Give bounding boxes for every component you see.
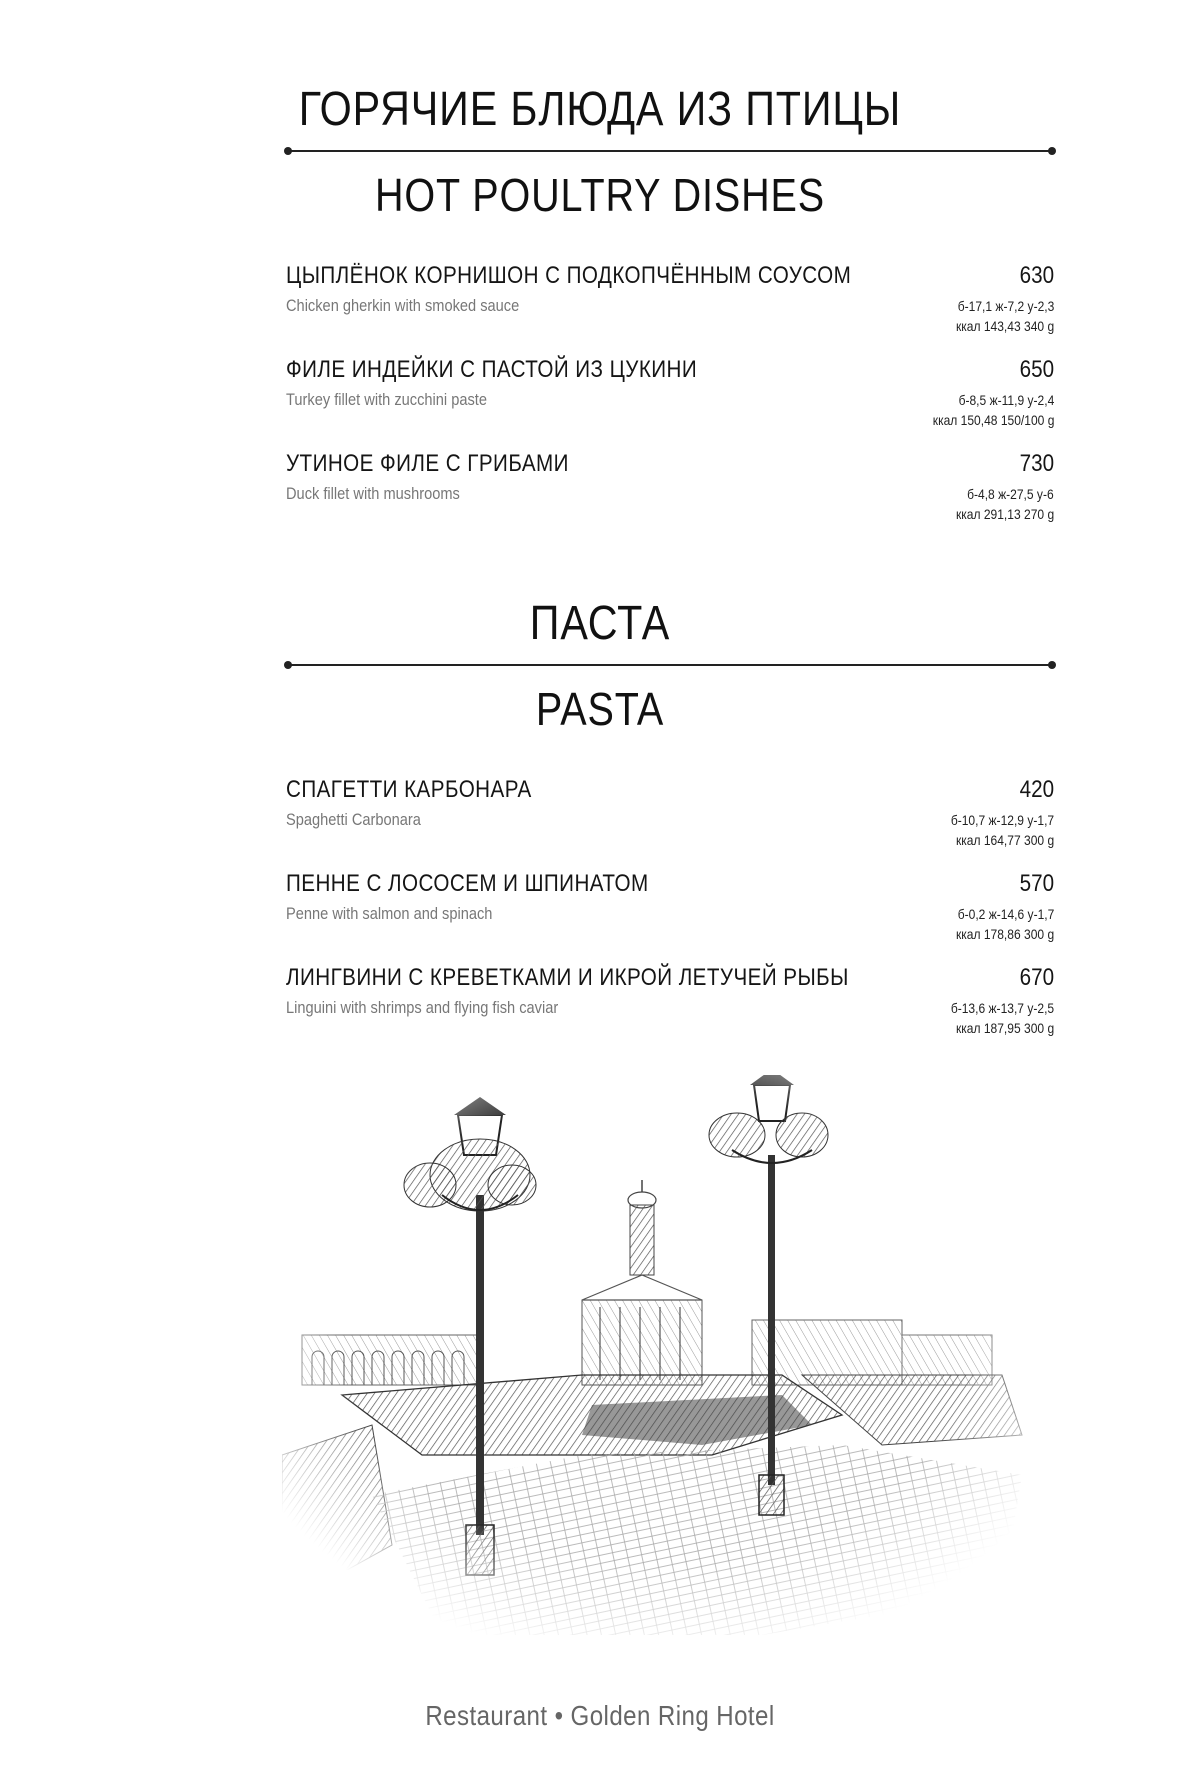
item-description: Penne with salmon and spinach: [286, 904, 493, 923]
item-name: ФИЛЕ ИНДЕЙКИ С ПАСТОЙ ИЗ ЦУКИНИ: [286, 356, 698, 383]
menu-item: [286, 262, 1054, 352]
item-name: УТИНОЕ ФИЛЕ С ГРИБАМИ: [286, 450, 569, 477]
item-calories-weight: ккал 150,48 150/100 g: [932, 412, 1054, 428]
item-description: Duck fillet with mushrooms: [286, 484, 460, 503]
item-description: Linguini with shrimps and flying fish caviar: [286, 998, 559, 1017]
item-description: Chicken gherkin with smoked sauce: [286, 296, 520, 315]
item-price: 650: [1019, 356, 1054, 383]
item-description: Turkey fillet with zucchini paste: [286, 390, 487, 409]
item-calories-weight: ккал 187,95 300 g: [955, 1020, 1054, 1036]
item-price: 730: [1019, 450, 1054, 477]
item-name: ЛИНГВИНИ С КРЕВЕТКАМИ И ИКРОЙ ЛЕТУЧЕЙ РЫБЫ: [286, 964, 849, 991]
item-price: 630: [1019, 262, 1054, 289]
item-nutrition: б-17,1 ж-7,2 у-2,3: [957, 298, 1054, 314]
section-title-ru: ПАСТА: [529, 597, 671, 650]
menu-item: [286, 964, 1054, 1054]
item-nutrition: б-0,2 ж-14,6 у-1,7: [957, 906, 1054, 922]
item-price: 420: [1019, 776, 1054, 803]
item-price: 570: [1019, 870, 1054, 897]
item-calories-weight: ккал 291,13 270 g: [955, 506, 1054, 522]
item-calories-weight: ккал 164,77 300 g: [955, 832, 1054, 848]
item-nutrition: б-4,8 ж-27,5 у-6: [967, 486, 1054, 502]
menu-item: [286, 870, 1054, 960]
item-calories-weight: ккал 178,86 300 g: [955, 926, 1054, 942]
section-title-ru: ГОРЯЧИЕ БЛЮДА ИЗ ПТИЦЫ: [298, 83, 902, 136]
item-name: ЦЫПЛЁНОК КОРНИШОН С ПОДКОПЧЁННЫМ СОУСОМ: [286, 262, 852, 289]
menu-item: [286, 356, 1054, 446]
section-divider: [288, 664, 1052, 666]
item-name: ПЕННЕ С ЛОСОСЕМ И ШПИНАТОМ: [286, 870, 649, 897]
item-calories-weight: ккал 143,43 340 g: [955, 318, 1054, 334]
item-price: 670: [1019, 964, 1054, 991]
item-description: Spaghetti Carbonara: [286, 810, 421, 829]
item-nutrition: б-10,7 ж-12,9 у-1,7: [950, 812, 1054, 828]
section-divider: [288, 150, 1052, 152]
item-nutrition: б-13,6 ж-13,7 у-2,5: [950, 1000, 1054, 1016]
section-title-en: PASTA: [535, 683, 665, 735]
footer-restaurant-name: Restaurant • Golden Ring Hotel: [425, 1700, 775, 1731]
item-name: СПАГЕТТИ КАРБОНАРА: [286, 776, 532, 803]
item-nutrition: б-8,5 ж-11,9 у-2,4: [958, 392, 1054, 408]
menu-item: [286, 450, 1054, 540]
section-title-en: HOT POULTRY DISHES: [374, 169, 826, 221]
menu-item: [286, 776, 1054, 866]
street-lamps-sketch-illustration: [282, 1075, 1030, 1635]
